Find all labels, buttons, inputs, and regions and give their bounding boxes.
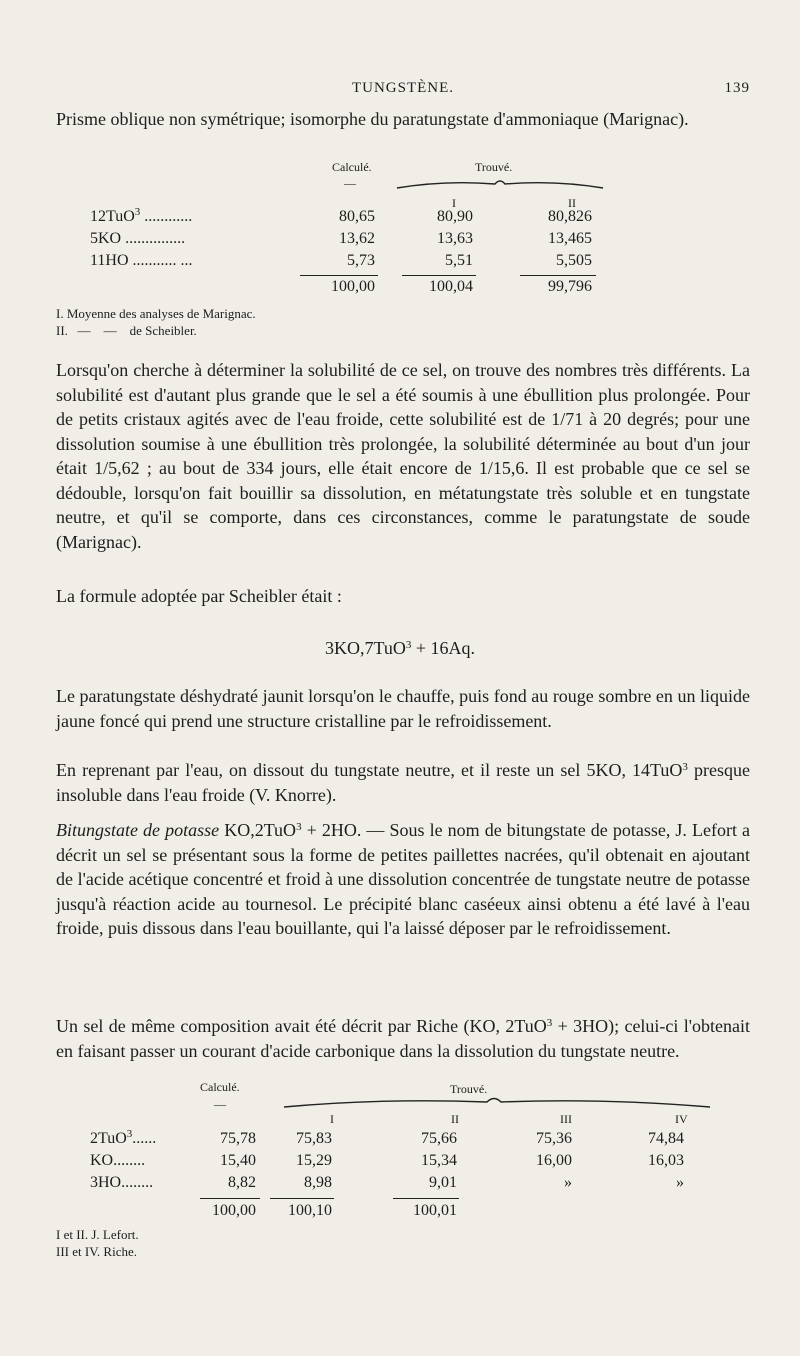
total-calc: 100,00 [212, 1202, 256, 1219]
table-row [90, 1174, 750, 1194]
row-label: 12TuO$^3$ ............ [90, 206, 193, 225]
cell-i: 13,63 [437, 230, 473, 247]
row-label: 2TuO$^3$...... [90, 1128, 157, 1147]
cell-calc: 5,73 [347, 252, 375, 269]
cell-ii: 13,465 [548, 230, 592, 247]
total-calc: 100,00 [331, 278, 375, 295]
cell-i: 75,83 [296, 1130, 332, 1147]
section-title: Bitungstate de potasse [56, 820, 220, 840]
table2-header-found: Trouvé. [450, 1082, 488, 1096]
table1-header-found: Trouvé. [475, 160, 513, 174]
cell-calc: 75,78 [220, 1130, 256, 1147]
sum-rule [393, 1198, 459, 1199]
table2-note-2: III et IV. Riche. [56, 1244, 137, 1259]
total-i: 100,10 [288, 1202, 332, 1219]
cell-ii: 5,505 [556, 252, 592, 269]
sum-rule [520, 275, 596, 276]
sum-rule [300, 275, 378, 276]
cell-i: 15,29 [296, 1152, 332, 1169]
cell-iii: 75,36 [536, 1130, 572, 1147]
table1-dash: — [344, 176, 356, 190]
table1-note-2: II. — — de Scheibler. [56, 323, 197, 338]
formula-scheibler: 3KO,7TuO$^3$ + 16Aq. [324, 638, 475, 658]
cell-calc: 8,82 [228, 1174, 256, 1191]
sum-rule [270, 1198, 334, 1199]
cell-i: 8,98 [304, 1174, 332, 1191]
sum-rule [200, 1198, 260, 1199]
total-ii: 100,01 [413, 1202, 457, 1219]
paragraph-formula-intro: La formule adoptée par Scheibler était : [56, 586, 342, 606]
table1-header-calc: Calculé. [332, 160, 372, 174]
cell-iv: » [676, 1174, 684, 1191]
table2-note-1: I et II. J. Lefort. [56, 1227, 139, 1242]
intro-paragraph: Prisme oblique non symétrique; isomorphe du paratungstate d'ammoniaque (Marignac). [56, 109, 689, 129]
cell-calc: 80,65 [339, 208, 375, 225]
cell-iv: 16,03 [648, 1152, 684, 1169]
table-row [90, 208, 730, 228]
totals-row [90, 1202, 750, 1222]
running-head [56, 80, 750, 100]
cell-ii: 15,34 [421, 1152, 457, 1169]
table-row [90, 1130, 750, 1150]
row-label: 11HO ........... ... [90, 252, 193, 269]
table-row [90, 230, 730, 250]
cell-i: 5,51 [445, 252, 473, 269]
row-label: 3HO........ [90, 1174, 154, 1191]
table2-dash: — [214, 1097, 226, 1111]
paragraph-riche: Un sel de même composition avait été décrit par Riche (KO, 2TuO$^3$ + 3HO); celui-ci l'obtenait en faisant passer un courant d'acide carbonique dans la dissolution du tungstate neutre. [56, 1016, 751, 1061]
table2-brace [282, 1095, 712, 1109]
cell-iii: 16,00 [536, 1152, 572, 1169]
cell-ii: 80,826 [548, 208, 592, 225]
table1-brace [395, 178, 605, 190]
paragraph-solubility: Lorsqu'on cherche à déterminer la solubilité de ce sel, on trouve des nombres très différents. La solubilité est d'autant plus grande que le sel a été soumis à une ébullition plus prolongée. Pour de petits cristaux agités avec de l'eau froide, cette solubilité est de 1/71 à 20 degrés; pour une dissolution soumise à une ébullition très prolongée, la solubilité déterminée au bout d'un jour était 1/5,62 ; au bout de 334 jours, elle était encore de 1/15,6. Il est probable que ce sel se dédouble, lorsqu'on fait bouillir sa dissolution, en métatungstate très soluble et en tungstate neutre, et qu'il se comporte, dans ces circonstances, comme le paratungstate de soude (Marignac). [56, 360, 750, 552]
table2-col-ii: II [451, 1112, 459, 1126]
cell-i: 80,90 [437, 208, 473, 225]
totals-row [90, 278, 730, 298]
paragraph-bitungstate: Bitungstate de potasse KO,2TuO$^3$ + 2HO. — Sous le nom de bitungstate de potasse, J. Lefort a décrit un sel se présentant sous la forme de petites paillettes nacrées, qu'il obtenait en ajoutant de l'acide acétique concentré et froid à une dissolution concentrée de tungstate neutre de potasse jusqu'à réaction acide au tournesol. Le précipité blanc caséeux ainsi obtenu a été lavé à l'eau froide, puis dissous dans l'eau bouillante, qui l'a laissé déposer par le refroidissement. [56, 820, 751, 938]
table-row [90, 1152, 750, 1172]
row-label: KO........ [90, 1152, 146, 1169]
cell-calc: 13,62 [339, 230, 375, 247]
table2-col-iv: IV [675, 1112, 688, 1126]
table2-col-iii: III [560, 1112, 572, 1126]
sum-rule [402, 275, 476, 276]
paragraph-knorre: En reprenant par l'eau, on dissout du tungstate neutre, et il reste un sel 5KO, 14TuO$^3$ presque insoluble dans l'eau froide (V. Knorre). [56, 760, 750, 805]
total-i: 100,04 [429, 278, 473, 295]
row-label: 5KO ............... [90, 230, 186, 247]
cell-calc: 15,40 [220, 1152, 256, 1169]
table2-header-calc: Calculé. [200, 1080, 240, 1094]
table1-col-ii: II [568, 196, 576, 210]
running-title: TUNGSTÈNE. [351, 80, 455, 96]
page-number: 139 [724, 80, 750, 96]
table-row [90, 252, 730, 272]
table1 [90, 208, 730, 298]
table2-col-i: I [330, 1112, 334, 1126]
table1-col-i: I [452, 196, 456, 210]
cell-ii: 75,66 [421, 1130, 457, 1147]
cell-iii: » [564, 1174, 572, 1191]
paragraph-dehydrated: Le paratungstate déshydraté jaunit lorsqu'on le chauffe, puis fond au rouge sombre en un liquide jaune foncé qui prend une structure cristalline par le refroidissement. [56, 686, 750, 731]
cell-ii: 9,01 [429, 1174, 457, 1191]
total-ii: 99,796 [548, 278, 592, 295]
table1-note-1: I. Moyenne des analyses de Marignac. [56, 306, 256, 321]
cell-iv: 74,84 [648, 1130, 684, 1147]
